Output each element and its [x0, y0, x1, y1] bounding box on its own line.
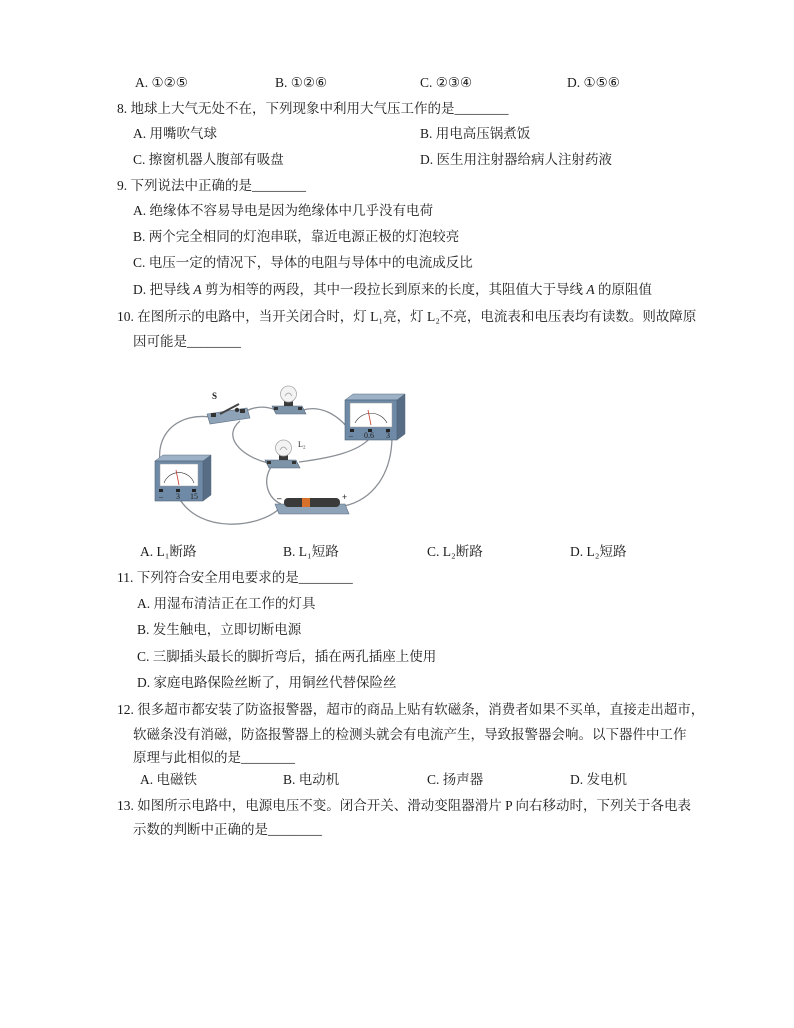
q10-circuit-figure	[150, 380, 415, 530]
ammeter-side	[397, 394, 405, 440]
battery-label-neg: –	[277, 493, 282, 503]
q9-stem: 9. 下列说法中正确的是________	[117, 178, 306, 193]
q12-option-b: B. 电动机	[283, 772, 340, 787]
battery	[275, 492, 349, 514]
q13-stem-line-1: 13. 如图所示电路中，电源电压不变。闭合开关、滑动变阻器滑片 P 向右移动时，下列关于各电表	[117, 798, 692, 813]
q12-stem-line-2: 软磁条没有消磁，防盗报警器上的检测头就会有电流产生，导致报警器会响。以下器件中工作	[133, 727, 687, 742]
q10-stem-line-1: 10. 在图所示的电路中，当开关闭合时，灯 L₁亮，灯 L₂不亮，电流表和电压表均有读数。则故障原	[117, 309, 697, 324]
switch	[207, 391, 250, 424]
bulb-l1	[272, 386, 306, 414]
voltmeter-label-15: 15	[190, 492, 198, 501]
switch-terminal-left	[211, 413, 216, 417]
voltmeter-dial	[160, 464, 198, 486]
bulb-l1-terminal-left	[274, 407, 278, 410]
voltmeter-side	[203, 455, 211, 501]
q8-option-d: D. 医生用注射器给病人注射药液	[420, 152, 612, 167]
wire-ammeter-to-battery	[344, 436, 392, 506]
bulb-l2-label: L₂	[298, 440, 306, 449]
bulb-l1-glass	[281, 386, 297, 402]
q10-option-c: C. L₂断路	[427, 544, 483, 559]
wire-l1-to-ammeter	[303, 409, 351, 432]
q8-option-a: A. 用嘴吹气球	[133, 126, 217, 141]
ammeter-label-06: 0.6	[364, 431, 374, 440]
ammeter-label-neg: –	[349, 431, 353, 440]
battery-label-pos: +	[342, 492, 348, 502]
q10-option-b: B. L₁短路	[283, 544, 339, 559]
q9-option-a: A. 绝缘体不容易导电是因为绝缘体中几乎没有电荷	[133, 203, 433, 218]
q10-option-a: A. L₁断路	[140, 544, 197, 559]
q10-option-d: D. L₂短路	[570, 544, 627, 559]
q11-option-c: C. 三脚插头最长的脚折弯后，插在两孔插座上使用	[137, 649, 437, 664]
bulb-l2-glass	[276, 440, 292, 456]
wire-voltmeter-to-battery	[179, 498, 279, 524]
q9-option-d-text-3: 的原阻值	[594, 282, 652, 297]
q8-stem: 8. 地球上大气无处不在，下列现象中利用大气压工作的是________	[117, 101, 509, 116]
ammeter	[345, 394, 405, 440]
q9-option-c: C. 电压一定的情况下，导体的电阻与导体中的电流成反比	[133, 255, 473, 270]
voltmeter-label-3: 3	[176, 492, 180, 501]
q11-option-d: D. 家庭电路保险丝断了，用铜丝代替保险丝	[137, 675, 397, 690]
ammeter-top	[345, 394, 405, 400]
bulb-l2-terminal-left	[267, 461, 271, 464]
switch-terminal-right	[240, 409, 245, 413]
voltmeter-top	[155, 455, 211, 461]
q9-option-d-variable-2: A	[586, 282, 595, 297]
q12-option-a: A. 电磁铁	[140, 772, 197, 787]
bulb-l1-terminal-right	[298, 407, 302, 410]
q12-stem-line-1: 12. 很多超市都安装了防盗报警器，超市的商品上贴有软磁条，消费者如果不买单，直接走出超市，	[117, 702, 705, 717]
q7-option-c: C. ②③④	[420, 75, 473, 90]
q7-option-a: A. ①②⑤	[135, 75, 188, 90]
wire-switch-to-l1	[246, 407, 276, 411]
q9-option-d-text-2: 剪为相等的两段，其中一段拉长到原来的长度，其阻值大于导线	[201, 282, 587, 297]
q11-option-a: A. 用湿布清洁正在工作的灯具	[137, 596, 316, 611]
ammeter-label-3: 3	[386, 431, 390, 440]
q9-option-b: B. 两个完全相同的灯泡串联，靠近电源正极的灯泡较亮	[133, 229, 460, 244]
q7-option-b: B. ①②⑥	[275, 75, 328, 90]
q13-stem-line-2: 示数的判断中正确的是________	[133, 822, 322, 837]
q8-option-c: C. 擦窗机器人腹部有吸盘	[133, 152, 284, 167]
bulb-l2	[265, 440, 306, 468]
q9-option-d	[133, 281, 652, 299]
q12-stem-line-3: 原理与此相似的是________	[133, 750, 295, 765]
switch-contact	[235, 408, 239, 412]
q8-option-b: B. 用电高压锅煮饭	[420, 126, 531, 141]
q9-option-d-variable-1: A	[193, 282, 202, 297]
voltmeter-label-neg: –	[159, 492, 163, 501]
q10-stem-line-2: 因可能是________	[133, 334, 241, 349]
q11-option-b: B. 发生触电，立即切断电源	[137, 622, 302, 637]
q9-option-d-text-1: D. 把导线	[133, 282, 194, 297]
voltmeter	[155, 455, 211, 501]
battery-cell	[284, 498, 340, 507]
battery-band	[302, 498, 310, 507]
q7-option-d: D. ①⑤⑥	[567, 75, 620, 90]
wire-switch-to-l2	[233, 421, 268, 463]
switch-label: S	[212, 391, 218, 401]
wire-l2-to-ammeter	[299, 438, 370, 462]
q11-stem: 11. 下列符合安全用电要求的是________	[117, 570, 353, 585]
bulb-l2-terminal-right	[292, 461, 296, 464]
q12-option-d: D. 发电机	[570, 772, 627, 787]
q12-option-c: C. 扬声器	[427, 772, 484, 787]
